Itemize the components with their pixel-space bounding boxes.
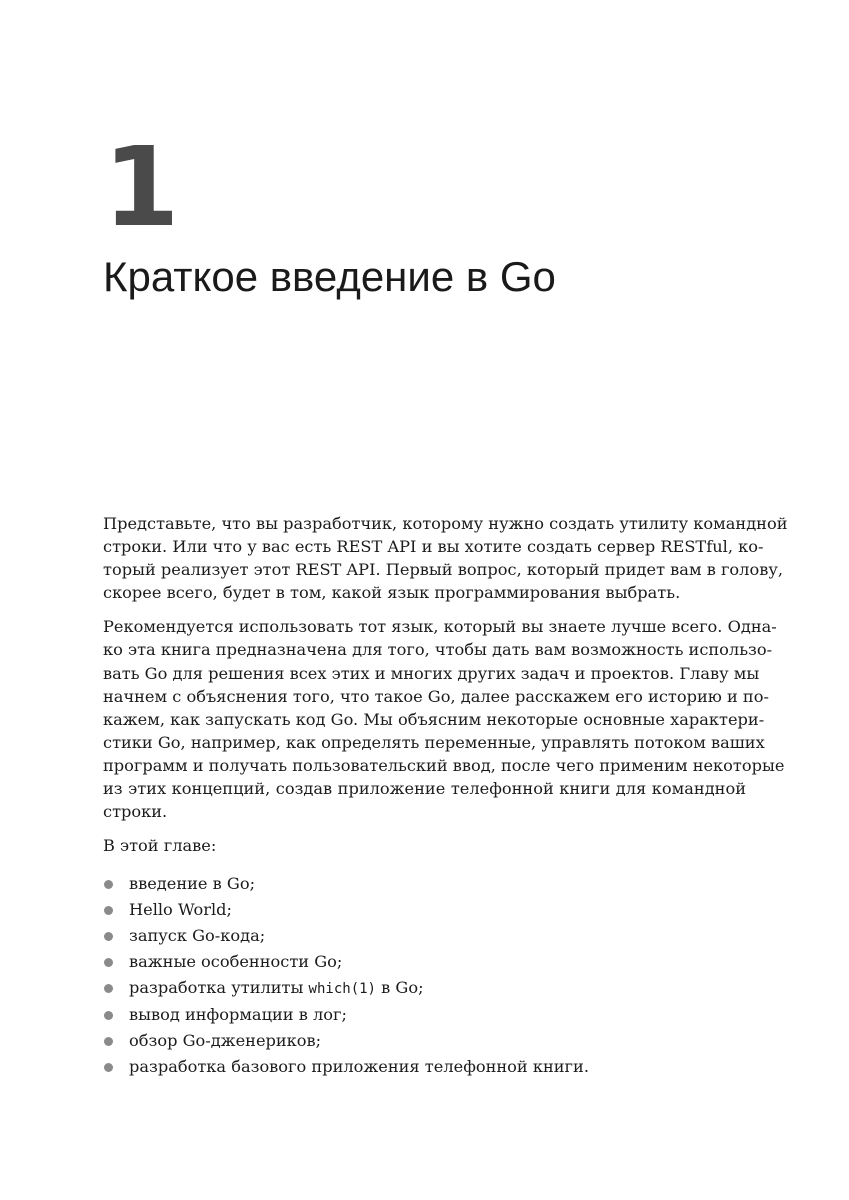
text-line: вать Go для решения всех этих и многих других задач и проектов. Главу мы [103, 663, 760, 683]
list-item-text: обзор Go-дженериков; [129, 1031, 322, 1051]
text-line: торый реализует этот REST API. Первый вопрос, который придет вам в голову, [103, 560, 783, 580]
bullet-dot-icon [104, 1037, 113, 1046]
paragraph-1 [103, 512, 788, 604]
list-item [103, 871, 746, 897]
bullet-dot-icon [104, 880, 113, 889]
list-item [103, 923, 746, 949]
chapter-title: Краткое введение в Go [103, 253, 556, 300]
list-item-text: Hello World; [129, 900, 232, 920]
inline-code: which(1) [308, 981, 376, 998]
list-item-text: вывод информации в лог; [129, 1005, 347, 1025]
list-item [103, 949, 746, 975]
list-item-text: запуск Go-кода; [129, 926, 266, 946]
text-line: стики Go, например, как определять переменные, управлять потоком ваших [103, 732, 765, 752]
bullet-dot-icon [104, 984, 113, 993]
paragraph-2 [103, 615, 785, 823]
list-item-text: введение в Go; [129, 874, 256, 894]
text-line: строки. Или что у вас есть REST API и вы хотите создать сервер RESTful, ко- [103, 537, 764, 557]
bullet-dot-icon [104, 932, 113, 941]
list-item [103, 975, 746, 1002]
text-line: ко эта книга предназначена для того, чтобы дать вам возможность использо- [103, 640, 773, 660]
text-line: Рекомендуется использовать тот язык, который вы знаете лучше всего. Одна- [103, 617, 777, 637]
bullet-dot-icon [104, 1063, 113, 1072]
text-line: кажем, как запускать код Go. Мы объясним некоторые основные характери- [103, 709, 765, 729]
text-line: скорее всего, будет в том, какой язык программирования выбрать. [103, 583, 681, 603]
list-item-text: разработка базового приложения телефонной книги. [129, 1057, 589, 1077]
list-item-text: разработка утилиты [129, 978, 309, 998]
text-line: Представьте, что вы разработчик, которому нужно создать утилиту командной [103, 514, 788, 533]
list-item [103, 1054, 746, 1080]
chapter-body [103, 512, 788, 1080]
bullet-dot-icon [104, 906, 113, 915]
list-item [103, 1002, 746, 1028]
text-line: программ и получать пользовательский ввод, после чего применим некоторые [103, 755, 785, 775]
bullet-dot-icon [104, 958, 113, 967]
list-intro: В этой главе: [103, 836, 217, 856]
list-item-text: в Go; [375, 978, 424, 998]
text-line: начнем с объяснения того, что такое Go, далее расскажем его историю и по- [103, 686, 769, 706]
bullet-dot-icon [104, 1011, 113, 1020]
text-line: из этих концепций, создав приложение телефонной книги для командной [103, 779, 746, 799]
list-item [103, 897, 746, 923]
list-item [103, 1028, 746, 1054]
chapter-topics-list [103, 871, 746, 1080]
chapter-number: 1 [103, 123, 178, 251]
list-item-text: важные особенности Go; [129, 952, 343, 972]
text-line: строки. [103, 802, 168, 822]
